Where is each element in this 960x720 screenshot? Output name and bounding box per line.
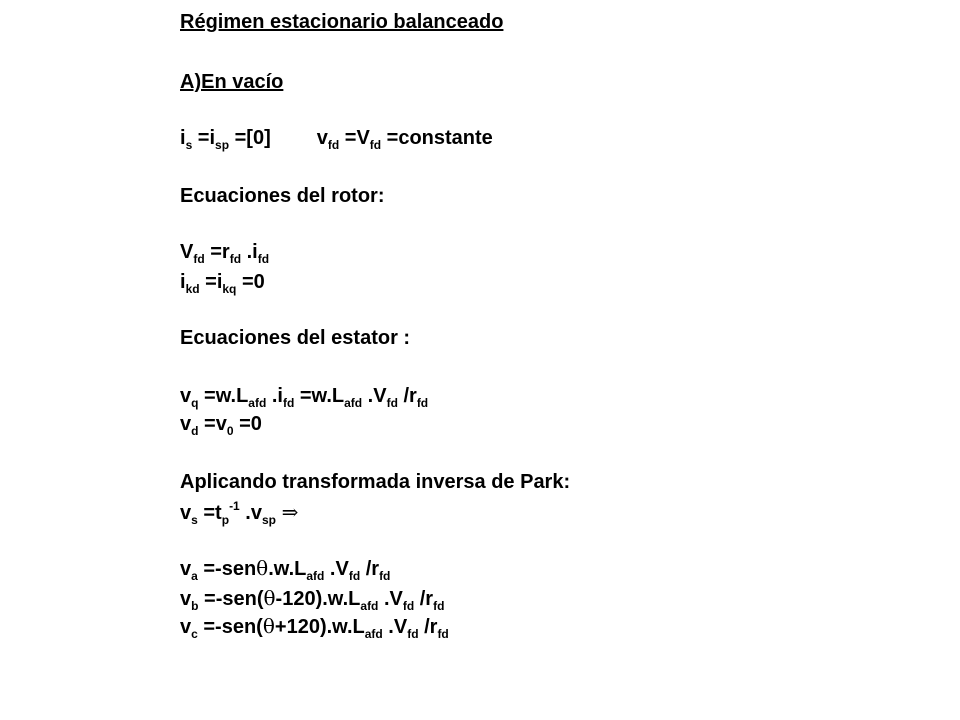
park-heading: Aplicando transformada inversa de Park: [180,471,571,493]
phase-voltage-vb: $v_b =-sen(\theta-120).w.L_{afd}$ $.V_{fd}$ $/r_{fd}$ [180,586,445,613]
theta-symbol: θ [256,556,269,580]
park-equation: $v_s =t_p^{-1}$ $.v_{sp}$ ⇒ [180,499,299,527]
theta-symbol: θ [263,586,276,610]
rotor-heading: Ecuaciones del rotor: [180,185,385,207]
phase-voltage-va: $v_a =-sen\theta.w.L_{afd}$ $.V_{fd}$ $/r_{fd}$ [180,556,391,583]
stator-equation-vd: $v_d =v_0 =0$ [180,413,262,438]
phase-voltage-vc: $v_c =-sen(\theta+120).w.L_{afd}$ $.V_{fd}$ $/r_{fd}$ [180,614,449,641]
theta-symbol: θ [262,614,275,638]
doc-title: Régimen estacionario balanceado [180,11,504,33]
stator-equation-vq: $v_q =w.L_{afd}$ $.i_{fd} =w.L_{afd}$ $.V_{fd}$ $/r_{fd}$ [180,385,429,410]
rotor-equation-1: $V_{fd} =r_{fd}$ $.i_{fd}$ [180,241,270,266]
implies-arrow-icon: ⇒ [281,500,299,524]
stator-heading: Ecuaciones del estator : [180,327,411,349]
initial-conditions: $i_s =i_{sp} =[0]$ $v_{fd} =V_{fd}$ =constante [180,127,493,152]
section-heading: A)En vacío [180,71,284,93]
rotor-equation-2: $i_{kd} =i_{kq} =0$ [180,271,265,296]
